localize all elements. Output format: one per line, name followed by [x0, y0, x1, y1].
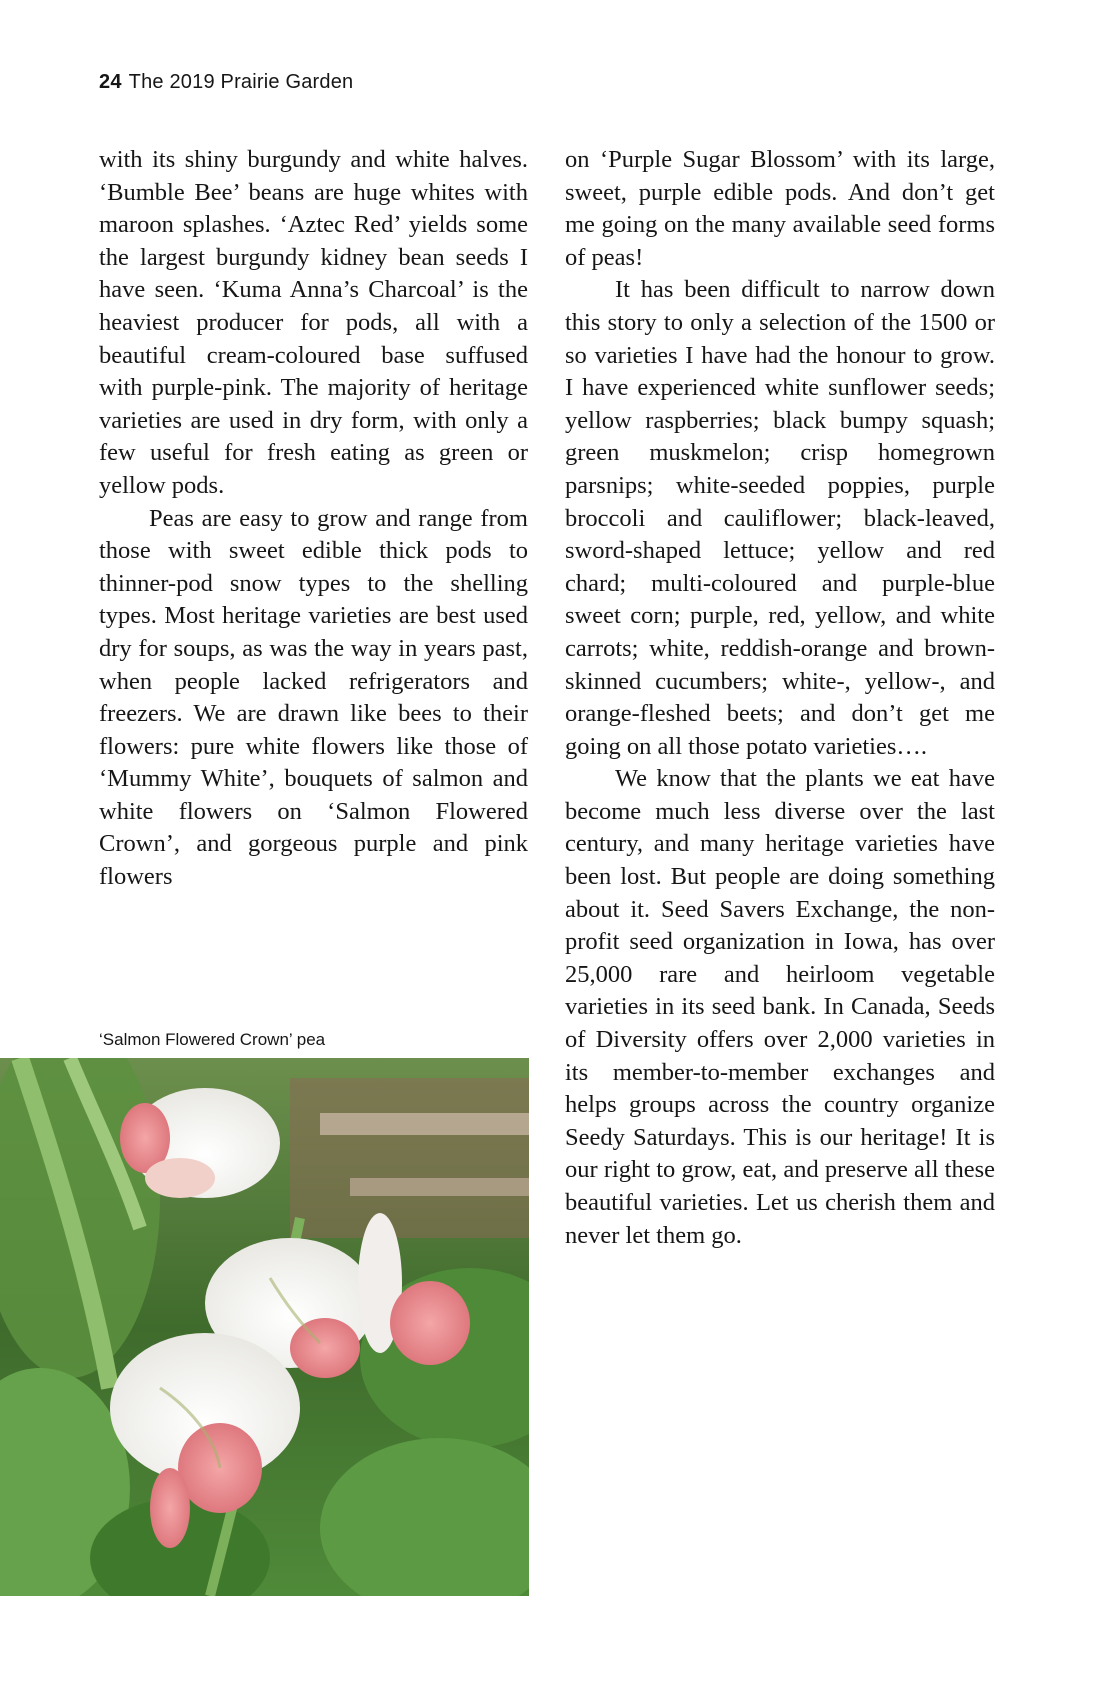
photo-caption: ‘Salmon Flowered Crown’ pea — [99, 1030, 326, 1049]
body-paragraph: on ‘Purple Sugar Blossom’ with its large, sweet, purple edible pods. And don’t get me going on the many available seed forms of peas! — [565, 146, 995, 271]
running-header — [99, 71, 353, 94]
body-paragraph: We know that the plants we eat have become much less diverse over the last century, and many heritage varieties have been lost. But people are doing something about it. Seed Savers Exchange, the non-profit seed organization in Iowa, has over 25,000 rare and heirloom vegetable varieties in its seed bank. In Canada, Seeds of Diversity offers over 2,000 varieties in its member-to-member exchanges and helps groups across the country organize Seedy Saturdays. This is our heritage! It is our right to grow, eat, and preserve all these beautiful varieties. Let us cherish them and never let them go. — [565, 765, 995, 1249]
pea-flower-icon — [0, 1058, 529, 1596]
body-paragraph: Peas are easy to grow and range from those with sweet edible thick pods to thinner-pod snow types to the shelling types. Most heritage varieties are best used dry for soups, as was the way in years past, when people lacked refrigerators and freezers. We are drawn like bees to their flowers: pure white flowers like those of ‘Mummy White’, bouquets of salmon and white flowers on ‘Salmon Flowered Crown’, and gorgeous purple and pink flowers — [99, 504, 528, 891]
page-number: 24 — [99, 71, 122, 93]
body-paragraph: with its shiny burgundy and white halves. ‘Bumble Bee’ beans are huge whites with maroon splashes. ‘Aztec Red’ yields some the largest burgundy kidney bean seeds I have seen. ‘Kuma Anna’s Charcoal’ is the heaviest producer for pods, all with a beautiful cream-coloured base suffused with purple-pink. The majority of heritage varieties are used in dry form, with only a few useful for fresh eating as green or yellow pods. — [99, 146, 528, 499]
pea-flower-photo — [0, 1058, 529, 1596]
body-paragraph: It has been difficult to narrow down this story to only a selection of the 1500 or so varieties I have had the honour to grow. I have experienced white sunflower seeds; yellow raspberries; black bumpy squash; green muskmelon; crisp homegrown parsnips; white-seeded poppies, purple broccoli and cauliflower; black-leaved, sword-shaped lettuce; yellow and red chard; multi-coloured and purple-blue sweet corn; purple, red, yellow, and white carrots; white, reddish-orange and brown-skinned cucumbers; white-, yellow-, and orange-fleshed beets; and don’t get me going on all those potato varieties…. — [565, 276, 995, 760]
left-text-column — [99, 144, 528, 894]
publication-title: The 2019 Prairie Garden — [128, 71, 354, 93]
right-text-column — [565, 144, 995, 1252]
